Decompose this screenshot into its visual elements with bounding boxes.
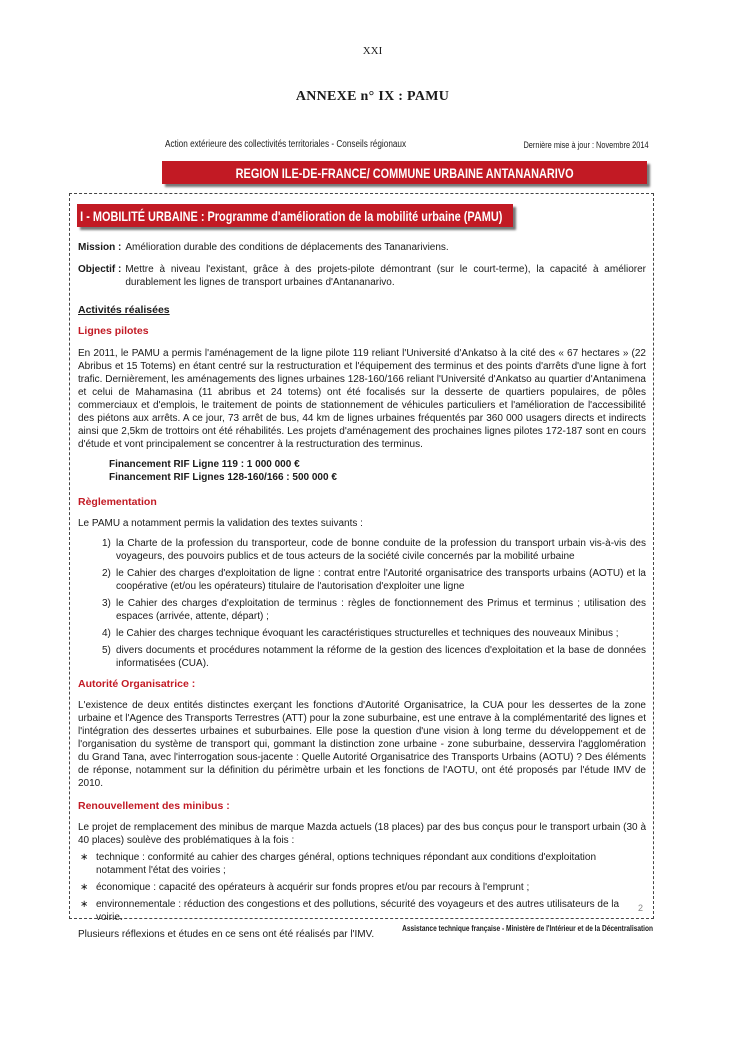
objectif-text: Mettre à niveau l'existant, grâce à des projets-pilote démontrant (sur le court-terme), la capacité à améliorer durablement les lignes de transport urbaines d'Antananarivo.: [125, 264, 646, 288]
footer-credit: Assistance technique française - Ministère de l'Intérieur et de la Décentralisation: [402, 924, 653, 933]
financement-1: Financement RIF Ligne 119 : 1 000 000 €: [109, 459, 300, 470]
bullet-icon: ∗: [80, 899, 89, 910]
mission-row: [78, 241, 646, 254]
page-number: XXI: [362, 45, 383, 57]
annex-title: ANNEXE n° IX : PAMU: [295, 89, 450, 104]
conclusion-text: Plusieurs réflexions et études en ce sens ont été réalisés par l'IMV.: [78, 929, 375, 940]
reglementation-intro: Le PAMU a notamment permis la validation des textes suivants :: [78, 518, 363, 529]
list-item: ∗ technique : conformité au cahier des charges général, options techniques répondant aux conditions d'exploitation notamment l'état des voiries ;: [80, 852, 597, 876]
mission-label: Mission :: [78, 242, 122, 253]
financement-2: Financement RIF Lignes 128-160/166 : 500 000 €: [109, 472, 337, 483]
reglementation-heading: Règlementation: [78, 496, 157, 508]
list-item: 3) le Cahier des charges d'exploitation de terminus : règles de fonctionnement des Primus et terminus ; utilisation des espaces (arrivée, attente, départ) ;: [102, 598, 646, 622]
section-content: [78, 241, 646, 941]
list-item: 2) le Cahier des charges d'exploitation de ligne : contrat entre l'Autorité organisatrice des transports urbains (AOTU) et la coopérative (et/ou les opérateurs) titulaire de l'autorisation d'exploiter une ligne: [102, 568, 646, 592]
lignes-heading: Lignes pilotes: [78, 325, 149, 337]
lignes-text: En 2011, le PAMU a permis l'aménagement de la ligne pilote 119 reliant l'Université d'Ankatso à la cité des « 67 hectares » (22 Abribus et 15 Totems) en étant centré sur la restructuration et l'équipement des terminus et des points d'arrêts d'une ligne à fort trafic. Dernièrement, les aménagements des lignes urbaines 128-160/166 reliant l'Université d'Ankatso au quartier d'Antanimena et celui de Mahamasina (11 abribus et 24 totems) ont été focalisés sur la desserte de quartiers populaires, de pôles commerciaux et d'emplois, le traitement de points de stationnement de véhicules particuliers et l'amélioration de l'accessibilité des piétons aux arrêts. A ce jour, 73 arrêt de bus, 44 km de lignes urbaines fréquentés par 360 000 usagers directs et indirects ainsi que 2,5km de trottoirs ont été réhabilités. Les projets d'aménagement des prochaines lignes pilotes 172-187 sont en cours d'étude et vont principalement se concentrer à la restructuration des terminus.: [78, 348, 646, 450]
activites-heading: Activités réalisées: [78, 304, 170, 316]
list-item: 1) la Charte de la profession du transporteur, code de bonne conduite de la profession du transport urbain vis-à-vis des voyageurs, des pouvoirs publics et de tous acteurs de la société civile concernés par la mobilité urbaine: [102, 538, 646, 562]
objectif-label: Objectif :: [78, 264, 122, 275]
region-banner-label: REGION ILE-DE-FRANCE/ COMMUNE URBAINE ANTANANARIVO: [235, 164, 574, 181]
bullet-icon: ∗: [80, 882, 89, 893]
mission-text: Amélioration durable des conditions de déplacements des Tananariviens.: [125, 242, 449, 253]
last-update: Dernière mise à jour : Novembre 2014: [523, 140, 649, 150]
autorite-heading: Autorité Organisatrice :: [78, 678, 196, 690]
renouvellement-list: [78, 851, 646, 924]
autorite-text: L'existence de deux entités distinctes exerçant les fonctions d'Autorité Organisatrice, la CUA pour les dessertes de la zone urbaine et l'Agence des Transports Terrestres (ATT) pour la zone suburbaine, est une entrave à la complémentarité des lignes et l'intégration des dessertes urbaines et suburbaines. Elle pose la question d'une vision à long terme du développement et de l'organisation du système de transport qui, gommant la distinction zone urbaine - zone suburbaine, desservira l'agglomération du Grand Tana, avec l'interrogation sous-jacente : Quelle Autorité Organisatrice des Transports Urbains (AOTU) ? Des éléments de réponse, notamment sur la définition du périmètre urbain et les fonctions de l'AOTU, ont été proposés par l'étude IMV de 2010.: [78, 700, 646, 789]
list-item: ∗ économique : capacité des opérateurs à acquérir sur fonds propres et/ou par recours à l'emprunt ;: [80, 882, 530, 893]
list-item: 4) le Cahier des charges technique évoquant les caractéristiques structurelles et techniques des nouveaux Minibus ;: [102, 628, 619, 639]
section-title: I - MOBILITÉ URBAINE : Programme d'amélioration de la mobilité urbaine (PAMU): [80, 207, 503, 224]
renouvellement-heading: Renouvellement des minibus :: [78, 800, 230, 812]
bullet-icon: ∗: [80, 852, 89, 863]
list-item: ∗ environnementale : réduction des congestions et des pollutions, sécurité des voyageurs et des autres utilisateurs de la voirie.: [80, 899, 620, 923]
section-banner: [77, 204, 513, 227]
reglementation-list: [78, 537, 646, 670]
renouvellement-text: Le projet de remplacement des minibus de marque Mazda actuels (18 places) par des bus conçus pour le transport urbain (30 à 40 places) soulève des problématiques à la fois :: [78, 822, 646, 846]
objectif-row: [78, 263, 646, 289]
region-banner: [162, 161, 647, 184]
document-subtitle: Action extérieure des collectivités territoriales - Conseils régionaux: [165, 139, 407, 150]
inner-page-number: 2: [638, 903, 644, 913]
list-item: 5) divers documents et procédures notamment la réforme de la gestion des licences d'exploitation et la base de données informatisées (CUA).: [102, 645, 646, 669]
